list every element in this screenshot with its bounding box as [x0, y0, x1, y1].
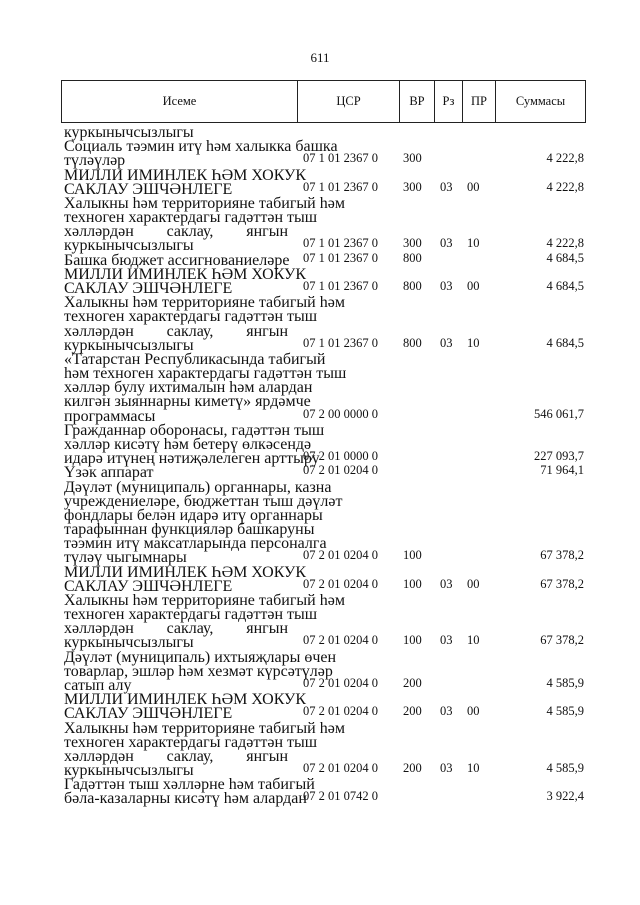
row-name-line: техноген характердагы гадәттән тыш — [64, 606, 318, 624]
row-name-line: техноген характердагы гадәттән тыш — [64, 733, 318, 751]
row-csr: 07 2 01 0000 0 — [303, 449, 378, 464]
row-name-line: түләү чыгымнары — [64, 549, 187, 567]
row-name-line: сатып алу — [64, 677, 132, 695]
row-name-line: «Татарстан Республикасында табигый — [64, 350, 326, 368]
row-name-line: бәла-казаларны кисәтү һәм алардан — [64, 790, 307, 808]
row-vr: 300 — [403, 236, 422, 251]
row-name-line: Дәүләт (муниципаль) органнары, казна — [64, 478, 332, 496]
row-vr: 800 — [403, 335, 422, 350]
row-name-line: хәлләрдән саклау, янгын — [64, 620, 288, 638]
row-csr: 07 2 01 0204 0 — [303, 463, 378, 478]
row-name-line: Социаль тәэмин итү һәм халыкка башка — [64, 138, 338, 156]
row-name-line: товарлар, эшләр һәм хезмәт күрсәтүләр — [64, 662, 333, 680]
row-sum: 4 222,8 — [546, 151, 584, 166]
row-name-line: тәэмин итү максатларында персоналга — [64, 535, 327, 553]
row-name-line: тарафыннан функцияләр башкаруны — [64, 521, 315, 539]
row-sum: 227 093,7 — [534, 449, 584, 464]
page-number: 611 — [310, 50, 330, 65]
row-name-line: хәлләр кисәтү һәм бетерү өлкәсендә — [64, 435, 312, 453]
row-name-line: Гражданнар оборонасы, гадәттән тыш — [64, 421, 325, 439]
row-sum: 4 585,9 — [546, 761, 584, 776]
row-csr: 07 2 01 0742 0 — [303, 789, 378, 804]
row-vr: 800 — [403, 250, 422, 265]
header-rz: Рз — [434, 81, 462, 122]
row-name-line: Дәүләт (муниципаль) ихтыяҗлары өчен — [64, 648, 337, 666]
row-name-line: программасы — [64, 407, 156, 425]
header-name: Исеме — [162, 94, 197, 108]
row-rz: 03 — [440, 761, 453, 776]
row-name-line: куркынычсызлыгы — [64, 762, 194, 780]
row-name-line: Халыкны һәм территорияне табигый һәм — [64, 591, 345, 609]
row-rz: 03 — [440, 335, 453, 350]
row-sum: 67 378,2 — [540, 633, 584, 648]
header-sum: Суммасы — [495, 81, 585, 122]
row-name-line: МИЛЛИ ИМИНЛЕК ҺӘМ ХОКУК — [64, 563, 307, 581]
row-vr: 800 — [403, 278, 422, 293]
row-sum: 4 585,9 — [546, 704, 584, 719]
row-name-line: САКЛАУ ЭШЧӘНЛЕГЕ — [64, 577, 233, 595]
row-pr: 00 — [467, 576, 480, 591]
row-sum: 4 585,9 — [546, 676, 584, 691]
row-sum: 67 378,2 — [540, 576, 584, 591]
row-name-line: САКЛАУ ЭШЧӘНЛЕГЕ — [64, 705, 233, 723]
row-name-line: МИЛЛИ ИМИНЛЕК ҺӘМ ХОКУК — [64, 691, 307, 709]
row-name-line: САКЛАУ ЭШЧӘНЛЕГЕ — [64, 180, 233, 198]
row-csr: 07 1 01 2367 0 — [303, 250, 378, 265]
row-pr: 00 — [467, 704, 480, 719]
row-name-line: Башка бюджет ассигнованиеләре — [64, 251, 290, 269]
row-name-line: МИЛЛИ ИМИНЛЕК ҺӘМ ХОКУК — [64, 265, 307, 283]
row-sum: 67 378,2 — [540, 548, 584, 563]
row-name-line: Халыкны һәм территорияне табигый һәм — [64, 294, 345, 312]
row-csr: 07 1 01 2367 0 — [303, 278, 378, 293]
row-rz: 03 — [440, 179, 453, 194]
header-pr: ПР — [462, 81, 495, 122]
row-name-line: хәлләр булу ихтималын һәм алардан — [64, 379, 313, 397]
row-vr: 100 — [403, 548, 422, 563]
row-sum: 4 222,8 — [546, 236, 584, 251]
row-sum: 4 684,5 — [546, 250, 584, 265]
row-csr: 07 1 01 2367 0 — [303, 179, 378, 194]
row-vr: 300 — [403, 151, 422, 166]
row-name-line: түләүләр — [64, 152, 126, 170]
row-csr: 07 2 01 0204 0 — [303, 704, 378, 719]
row-name-line: Халыкны һәм территорияне табигый һәм — [64, 719, 345, 737]
row-csr: 07 1 01 2367 0 — [303, 151, 378, 166]
row-name-line: учреждениеләре, бюджеттан тыш дәүләт — [64, 492, 343, 510]
row-name-line: хәлләрдән саклау, янгын — [64, 747, 288, 765]
row-csr: 07 2 01 0204 0 — [303, 676, 378, 691]
row-name-line: техноген характердагы гадәттән тыш — [64, 308, 318, 326]
header-csr: ЦСР — [297, 81, 399, 122]
row-csr: 07 2 01 0204 0 — [303, 576, 378, 591]
header-vr: ВР — [399, 81, 434, 122]
row-vr: 100 — [403, 576, 422, 591]
row-name-line: хәлләрдән саклау, янгын — [64, 223, 288, 241]
row-name-line: фондлары белән идарә итү органнары — [64, 506, 323, 524]
row-sum: 4 684,5 — [546, 335, 584, 350]
row-pr: 10 — [467, 335, 480, 350]
row-name-line: идарә итүнең нәтиҗәлелеген арттыру — [64, 450, 320, 468]
row-name-line: һәм техноген характердагы гадәттән тыш — [64, 365, 347, 383]
row-name-line: куркынычсызлыгы — [64, 336, 194, 354]
row-name-line: Халыкны һәм территорияне табигый һәм — [64, 194, 345, 212]
row-rz: 03 — [440, 278, 453, 293]
row-vr: 100 — [403, 633, 422, 648]
row-csr: 07 1 01 2367 0 — [303, 236, 378, 251]
row-csr: 07 2 01 0204 0 — [303, 761, 378, 776]
row-name-line: техноген характердагы гадәттән тыш — [64, 209, 318, 227]
row-pr: 00 — [467, 179, 480, 194]
row-vr: 200 — [403, 704, 422, 719]
row-vr: 300 — [403, 179, 422, 194]
row-pr: 10 — [467, 761, 480, 776]
row-rz: 03 — [440, 576, 453, 591]
row-name-line: Гадәттән тыш хәлләрне һәм табигый — [64, 776, 315, 794]
row-name-line: САКЛАУ ЭШЧӘНЛЕГЕ — [64, 279, 233, 297]
row-name-line: куркынычсызлыгы — [64, 634, 194, 652]
row-pr: 00 — [467, 278, 480, 293]
row-name-line: хәлләрдән саклау, янгын — [64, 322, 288, 340]
row-sum: 4 222,8 — [546, 179, 584, 194]
row-csr: 07 2 01 0204 0 — [303, 633, 378, 648]
row-csr: 07 2 01 0204 0 — [303, 548, 378, 563]
row-pr: 10 — [467, 236, 480, 251]
row-sum: 546 061,7 — [534, 406, 584, 421]
row-csr: 07 2 00 0000 0 — [303, 406, 378, 421]
row-csr: 07 1 01 2367 0 — [303, 335, 378, 350]
row-vr: 200 — [403, 676, 422, 691]
row-name-line: куркынычсызлыгы — [64, 124, 194, 141]
row-rz: 03 — [440, 704, 453, 719]
row-name-line: МИЛЛИ ИМИНЛЕК ҺӘМ ХОКУК — [64, 166, 307, 184]
row-rz: 03 — [440, 236, 453, 251]
row-vr: 200 — [403, 761, 422, 776]
row-name-line: куркынычсызлыгы — [64, 237, 194, 255]
row-rz: 03 — [440, 633, 453, 648]
table-header — [61, 80, 586, 123]
row-name-line: килгән зыяннарны киметү» ярдәмче — [64, 393, 311, 411]
row-pr: 10 — [467, 633, 480, 648]
row-name-line: Үзәк аппарат — [64, 464, 154, 482]
row-sum: 3 922,4 — [546, 789, 584, 804]
row-sum: 4 684,5 — [546, 278, 584, 293]
row-sum: 71 964,1 — [540, 463, 584, 478]
